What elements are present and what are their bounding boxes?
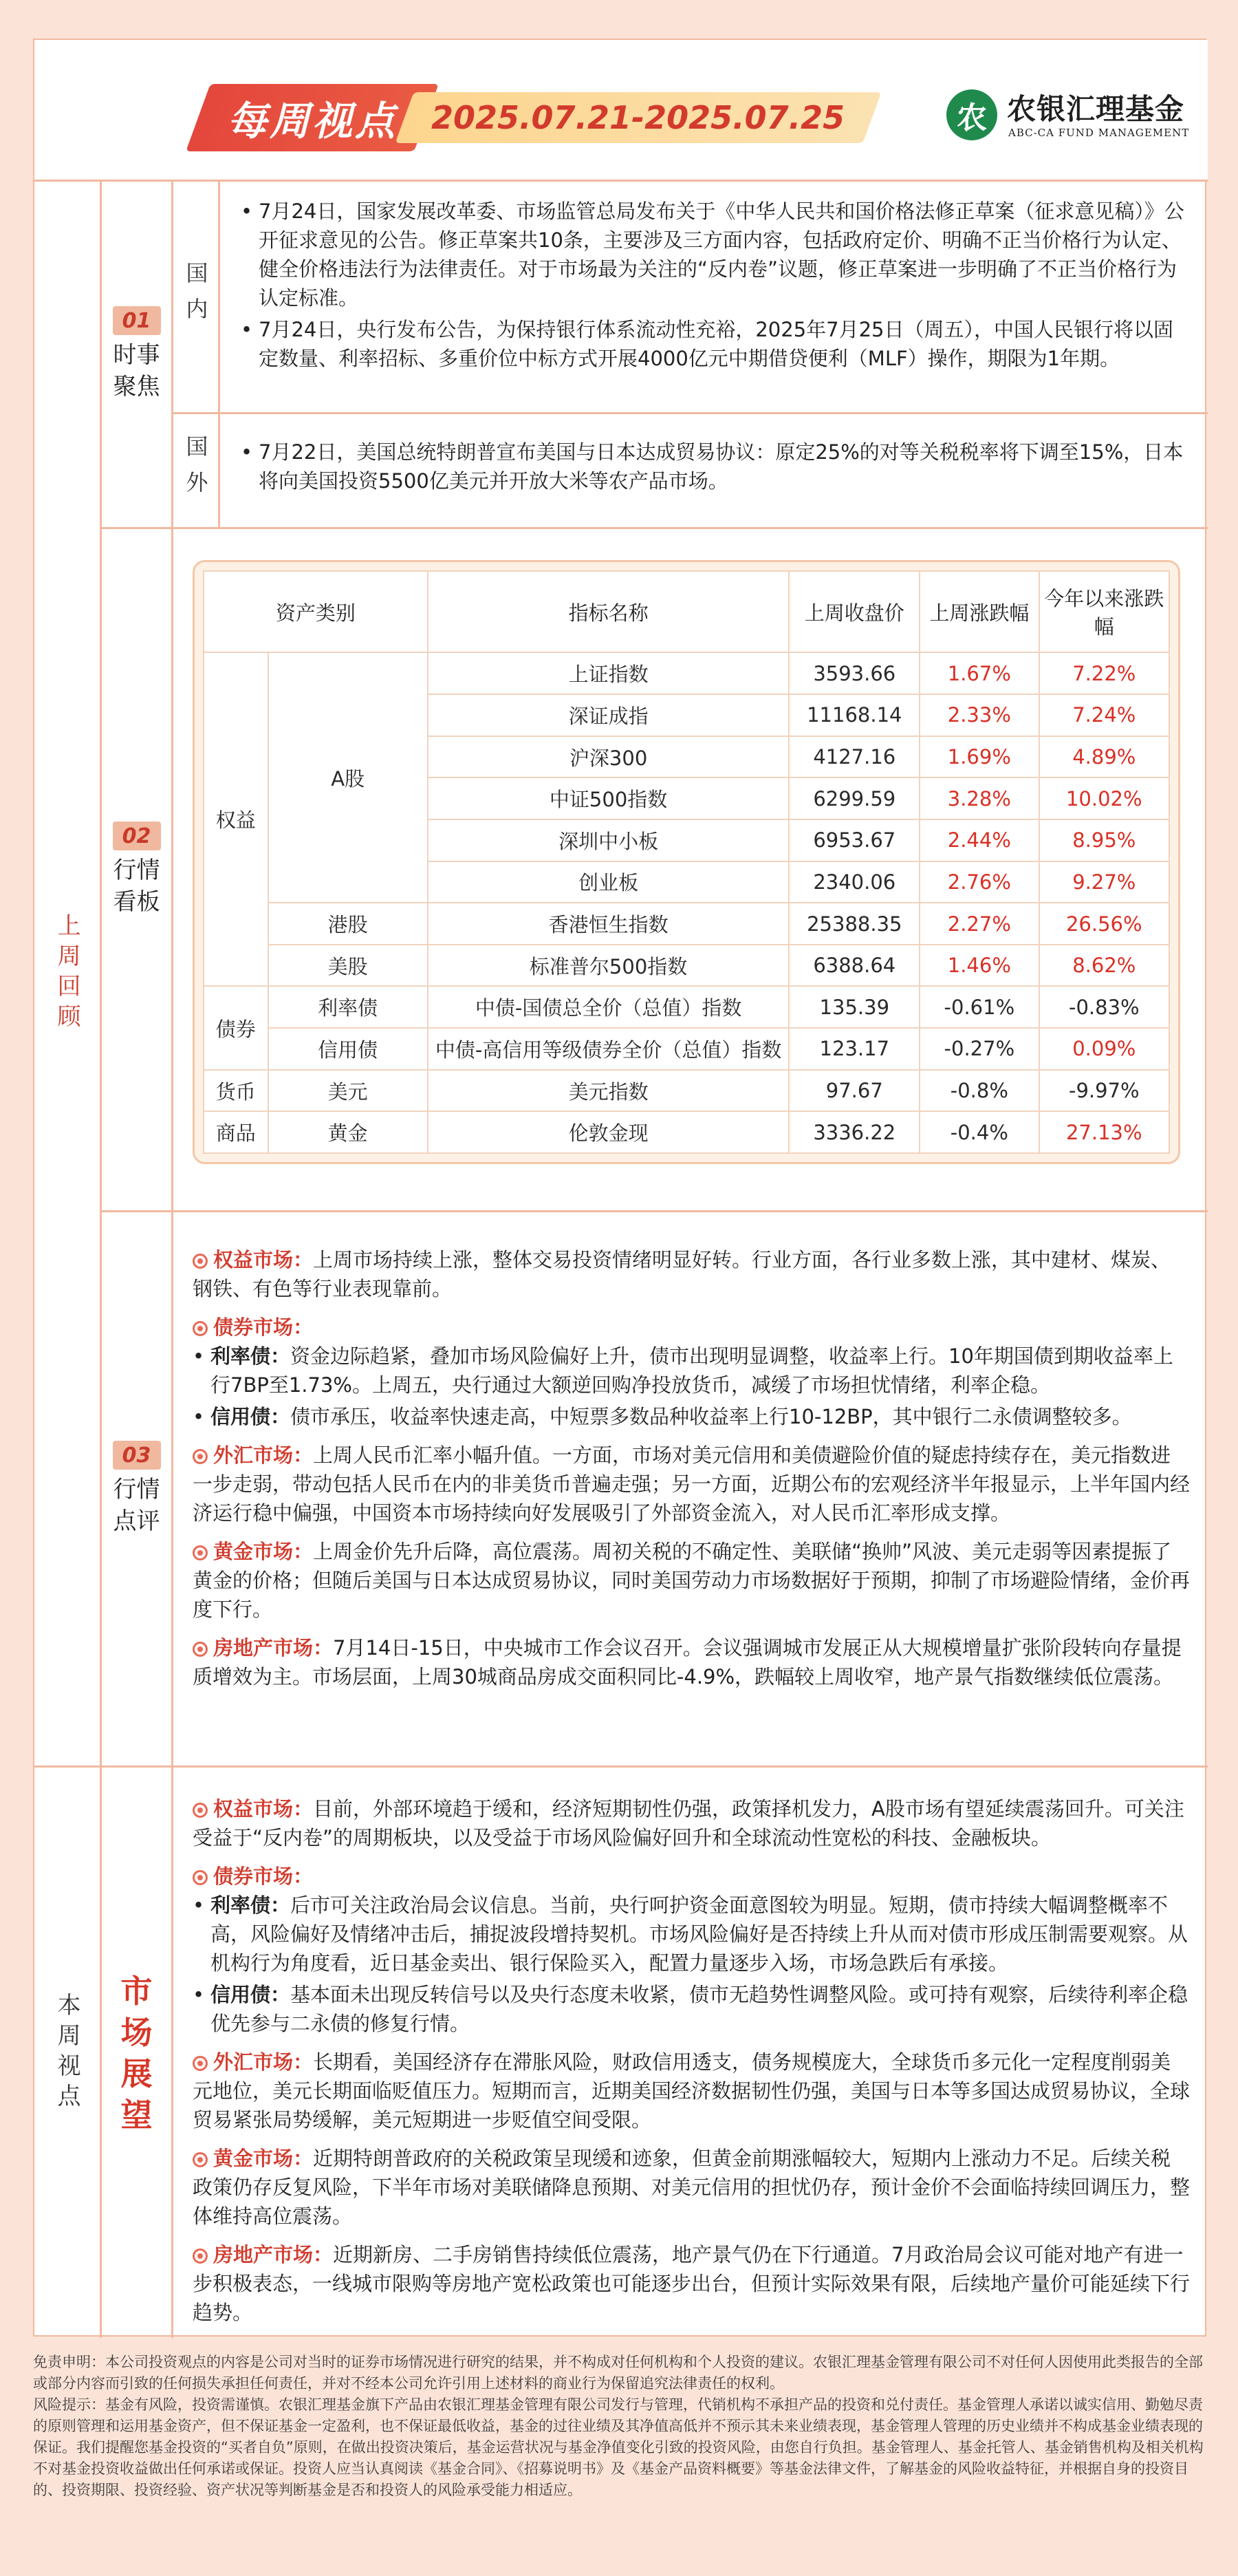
bullet-icon xyxy=(193,1545,208,1560)
table-row: 深圳中小板 6953.67 2.44% 8.95% xyxy=(204,819,1169,861)
group-last-week xyxy=(34,182,102,1765)
review-fx: 外汇市场：上周人民币汇率小幅升值。一方面，市场对美元信用和美债避险价值的疑虑持续存在，美元指数进一步走弱，带动包括人民币在内的非美货币普遍走强；另一方面，近期公布的宏观经济半年报显示，上半年国内经济运行稳中偏强，中国资本市场持续向好发展吸引了外部资金流入，对人民币汇率形成支撑。 xyxy=(193,1443,1191,1525)
outlook-fx: 外汇市场：长期看，美国经济存在滞胀风险，财政信用透支，债务规模庞大，全球货币多元化一定程度削弱美元地位，美元长期面临贬值压力。短期而言，近期美国经济数据韧性仍强，美国与日本等多国达成贸易协议，全球贸易紧张局势缓解，美元短期进一步贬值空间受限。 xyxy=(193,2050,1191,2132)
divider xyxy=(102,1210,1208,1212)
category-us: 美股 xyxy=(268,945,428,987)
divider xyxy=(102,527,1208,529)
outlook-rate-bond: • 利率债：后市可关注政治局会议信息。当前，央行呵护资金面意图较为明显。短期，债市持续大幅调整概率不高，风险偏好及情绪冲击后，捕捉波段增持契机。市场风险偏好是否持续上升从而对债市形成压制需要观察。从机构行为角度看，近日基金卖出、银行保险买入，配置力量逐步入场，市场急跌后有承接。 xyxy=(193,1891,1190,1977)
bullet-icon xyxy=(193,1803,208,1818)
foreign-news xyxy=(241,438,1190,498)
category-ashare: A股 xyxy=(268,652,428,903)
date-range: 2025.07.21-2025.07.25 xyxy=(431,99,845,136)
col-header: 指标名称 xyxy=(428,571,790,652)
section-title: 行情点评 xyxy=(113,1476,160,1535)
table-row: 深证成指 11168.14 2.33% 7.24% xyxy=(204,694,1169,736)
news-item: • 7月24日，国家发展改革委、市场监管总局发布关于《中华人民共和国价格法修正草案（征求意见稿）》公开征求意见的公告。修正草案共10条，主要涉及三方面内容，包括政府定价、明确不正当价格行为认定、健全价格违法行为法律责任。对于市场最为关注的“反内卷”议题，修正草案进一步明确了不正当价格行为认定标准。 xyxy=(241,197,1190,312)
category-money: 货币 xyxy=(204,1070,268,1112)
domestic-label-cell xyxy=(173,182,220,412)
outlook-credit-bond: • 信用债：基本面未出现反转信号以及央行态度未收紧，债市无趋势性调整风险。或可持有观察，后续待利率企稳优先参与二永债的修复行情。 xyxy=(193,1980,1190,2038)
category-credit: 信用债 xyxy=(268,1028,428,1070)
table-row: 沪深300 4127.16 1.69% 4.89% xyxy=(204,736,1169,778)
title-banner xyxy=(171,84,878,153)
section-review-header xyxy=(102,1212,173,1765)
category-rate: 利率债 xyxy=(268,986,428,1028)
col-header: 上周收盘价 xyxy=(789,571,920,652)
risk-warning-text: 风险提示：基金有风险，投资需谨慎。农银汇理基金旗下产品由农银汇理基金管理有限公司发行与管理，代销机构不承担产品的投资和兑付责任。基金管理人承诺以诚实信用、勤勉尽责的原则管理和运用基金资产，但不保证基金一定盈利，也不保证最低收益，基金的过往业绩及其净值高低并不预示其未来业绩表现，基金管理人管理的历史业绩并不构成基金业绩表现的保证。我们提醒您基金投资的“买者自负”原则，在做出投资决策后，基金运营状况与基金净值变化引致的投资风险，由您自行负担。基金管理人、基金托管人、基金销售机构及相关机构不对基金投资收益做出任何承诺或保证。投资人应当认真阅读《基金合同》、《招募说明书》及《基金产品资料概要》等基金法律文件，了解基金的风险收益特征，并根据自身的投资目的、投资期限、投资经验、资产状况等判断基金是否和投资人的风险承受能力相适应。 xyxy=(33,2396,1204,2498)
section-title: 市场展望 xyxy=(120,1972,153,2134)
header xyxy=(34,40,1208,182)
divider xyxy=(173,412,1208,414)
logo-icon: 农 xyxy=(946,89,997,140)
report-title: 每周视点 xyxy=(226,98,398,144)
review-equity: 权益市场：上周市场持续上涨，整体交易投资情绪明显好转。行业方面，各行业多数上涨，其中建材、煤炭、钢铁、有色等行业表现靠前。 xyxy=(193,1248,1171,1300)
bullet-icon xyxy=(193,1870,208,1885)
market-table xyxy=(203,570,1170,1154)
section-number: 01 xyxy=(113,306,161,335)
table-header-row xyxy=(204,571,1169,652)
review-gold: 黄金市场：上周金价先升后降，高位震荡。周初关税的不确定性、美联储“换帅”风波、美元走弱等因素提振了黄金的价格；但随后美国与日本达成贸易协议，同时美国劳动力市场数据好于预期，抑制了市场避险情绪，金价再度下行。 xyxy=(193,1540,1191,1621)
bullet-icon xyxy=(193,2152,208,2167)
bullet-icon xyxy=(193,1254,208,1269)
bullet-icon xyxy=(193,1642,208,1657)
domestic-label: 国内 xyxy=(182,261,209,333)
date-tag xyxy=(395,92,882,143)
domestic-news xyxy=(241,197,1190,376)
section-news-header xyxy=(102,182,173,527)
market-review xyxy=(193,1245,1190,1701)
section-number: 02 xyxy=(113,822,161,850)
outlook-real-estate: 房地产市场：近期新房、二手房销售持续低位震荡，地产景气仍在下行通道。7月政治局会议可能对地产有进一步积极表态，一线城市限购等房地产宽松政策也可能逐步出台，但预计实际效果有限，后续地产量价可能延续下行趋势。 xyxy=(193,2243,1191,2324)
review-rate-bond: • 利率债：资金边际趋紧，叠加市场风险偏好上升，债市出现明显调整，收益率上行。10年期国债到期收益率上行7BP至1.73%。上周五，央行通过大额逆回购净投放货币，减缓了市场担忧情绪，利率企稳。 xyxy=(193,1342,1190,1399)
group-this-week xyxy=(34,1768,102,2338)
section-market-header xyxy=(102,529,173,1210)
bullet-icon xyxy=(193,2248,208,2264)
company-logo xyxy=(942,84,1197,160)
section-title: 时事聚焦 xyxy=(113,341,160,400)
group-this-week-label: 本周视点 xyxy=(53,1992,80,2114)
bullet-icon xyxy=(193,1321,208,1336)
logo-name-cn: 农银汇理基金 xyxy=(1007,92,1185,126)
col-header: 上周涨跌幅 xyxy=(920,571,1039,652)
disclaimer xyxy=(33,2352,1206,2558)
section-number: 03 xyxy=(113,1441,161,1470)
section-outlook-header xyxy=(102,1768,173,2338)
foreign-label: 国外 xyxy=(182,435,209,506)
review-real-estate: 房地产市场：7月14日-15日，中央城市工作会议召开。会议强调城市发展正从大规模增量扩张阶段转向存量提质增效为主。市场层面，上周30城商品房成交面积同比-4.9%，跌幅较上周收窄，地产景气指数继续低位震荡。 xyxy=(193,1636,1182,1688)
table-row: 权益 A股 上证指数 3593.66 1.67% 7.22% xyxy=(204,652,1169,694)
table-row: 信用债 中债-高信用等级债券全价（总值）指数 123.17 -0.27% 0.09% xyxy=(204,1028,1169,1070)
table-row: 债券 利率债 中债-国债总全价（总值）指数 135.39 -0.61% -0.83% xyxy=(204,986,1169,1028)
bullet-icon xyxy=(193,2056,208,2071)
category-hk: 港股 xyxy=(268,903,428,945)
report-card xyxy=(33,39,1206,2337)
divider xyxy=(34,1765,1208,1768)
news-item: • 7月22日，美国总统特朗普宣布美国与日本达成贸易协议：原定25%的对等关税税率将下调至15%，日本将向美国投资5500亿美元并开放大米等农产品市场。 xyxy=(241,438,1190,495)
col-header: 资产类别 xyxy=(204,571,428,652)
table-row: 创业板 2340.06 2.76% 9.27% xyxy=(204,861,1169,903)
table-row: 港股 香港恒生指数 25388.35 2.27% 26.56% xyxy=(204,903,1169,945)
bullet-icon xyxy=(193,1449,208,1464)
news-item: • 7月24日，央行发布公告，为保持银行体系流动性充裕，2025年7月25日（周五），中国人民银行将以固定数量、利率招标、多重价位中标方式开展4000亿元中期借贷便利（MLF）操作，期限为1年期。 xyxy=(241,315,1190,373)
market-table-card xyxy=(193,560,1180,1164)
section-title: 行情看板 xyxy=(113,857,160,916)
col-header: 今年以来涨跌幅 xyxy=(1039,571,1169,652)
logo-name-en: ABC-CA FUND MANAGEMENT xyxy=(1008,127,1190,139)
table-row: 中证500指数 6299.59 3.28% 10.02% xyxy=(204,777,1169,819)
table-row: 商品 黄金 伦敦金现 3336.22 -0.4% 27.13% xyxy=(204,1111,1169,1153)
table-row: 美股 标准普尔500指数 6388.64 1.46% 8.62% xyxy=(204,945,1169,987)
category-commodity: 商品 xyxy=(204,1111,268,1153)
category-usd: 美元 xyxy=(268,1070,428,1112)
outlook-equity: 权益市场：目前，外部环境趋于缓和，经济短期韧性仍强，政策择机发力，A股市场有望延续震荡回升。可关注受益于“反内卷”的周期板块，以及受益于市场风险偏好回升和全球流动性宽松的科技、金融板块。 xyxy=(193,1797,1184,1849)
outlook-gold: 黄金市场：近期特朗普政府的关税政策呈现缓和迹象，但黄金前期涨幅较大，短期内上涨动力不足。后续关税政策仍存反复风险，下半年市场对美联储降息预期、对美元信用的担忧仍存，预计金价不会面临持续回调压力，整体维持高位震荡。 xyxy=(193,2147,1191,2228)
review-bond-heading: 债券市场： xyxy=(193,1313,1190,1342)
outlook-bond-heading: 债券市场： xyxy=(193,1862,1190,1891)
disclaimer-text: 免责申明：本公司投资观点的内容是公司对当时的证券市场情况进行研究的结果，并不构成对任何机构和个人投资的建议。农银汇理基金管理有限公司不对任何人因使用此类报告的全部或部分内容而引致的任何损失承担任何责任，并对不经本公司允许引用上述材料的商业行为保留追究法律责任的权利。 xyxy=(33,2354,1203,2392)
category-bond: 债券 xyxy=(204,986,268,1069)
foreign-label-cell xyxy=(173,414,220,527)
market-outlook xyxy=(193,1794,1190,2337)
category-gold: 黄金 xyxy=(268,1111,428,1153)
table-row: 货币 美元 美元指数 97.67 -0.8% -9.97% xyxy=(204,1070,1169,1112)
review-credit-bond: • 信用债：债市承压，收益率快速走高，中短票多数品种收益率上行10-12BP，其中银行二永债调整较多。 xyxy=(193,1402,1190,1431)
group-last-week-label: 上周回顾 xyxy=(53,913,80,1034)
category-equity: 权益 xyxy=(204,652,268,986)
